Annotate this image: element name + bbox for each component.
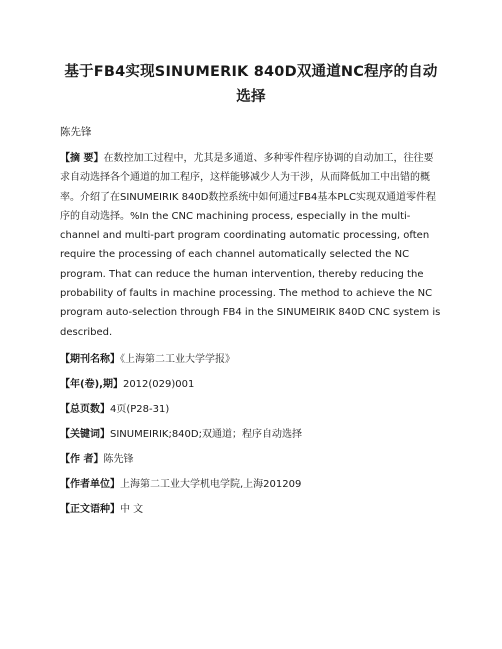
field-value: 上海第二工业大学机电学院,上海201209	[120, 478, 302, 490]
metadata-fields	[60, 352, 442, 518]
field-label: 【总页数】	[60, 403, 110, 415]
field-label: 【期刊名称】	[60, 353, 120, 365]
field-total-pages	[60, 402, 442, 418]
field-value: 陈先锋	[103, 453, 134, 465]
field-label: 【年(卷),期】	[60, 378, 123, 390]
field-value: SINUMEIRIK;840D;双通道；程序自动选择	[110, 428, 302, 440]
field-author	[60, 452, 442, 468]
abstract	[60, 149, 442, 342]
field-text-language	[60, 502, 442, 518]
field-label: 【作者单位】	[60, 478, 120, 490]
field-label: 【作 者】	[60, 453, 104, 465]
field-value: 2012(029)001	[122, 378, 195, 390]
field-keywords	[60, 427, 442, 443]
field-author-affiliation	[60, 477, 442, 493]
field-label: 【关键词】	[60, 428, 110, 440]
field-label: 【正文语种】	[60, 503, 120, 515]
field-year-volume-issue	[60, 377, 442, 393]
field-value: 《上海第二工业大学学报》	[120, 353, 235, 365]
author-line: 陈先锋	[60, 126, 92, 138]
field-value: 4页(P28-31)	[110, 403, 170, 415]
abstract-text: 在数控加工过程中，尤其是多通道、多种零件程序协调的自动加工，往往要求自动选择各个通道的加工程序，这样能够减少人为干涉，从而降低加工中出错的概率。介绍了在SINUMEIRIK 840D数控系统中如何通过FB4基本PLC实现双通道零件程序的自动选择。%In the CNC machining process, especially in the multi-channel and multi-part program coordinating automatic processing, often require the processing of each channel automatically selected the NC program. That can reduce the human intervention, thereby reducing the probability of faults in machine processing. The method to achieve the NC program auto-selection through FB4 in the SINUMEIRIK 840D CNC system is described.	[60, 153, 441, 338]
field-value: 中 文	[120, 503, 144, 515]
document-title: 基于FB4实现SINUMERIK 840D双通道NC程序的自动选择	[64, 64, 438, 105]
field-journal-name	[60, 352, 442, 368]
abstract-label: 【摘 要】	[60, 153, 104, 164]
